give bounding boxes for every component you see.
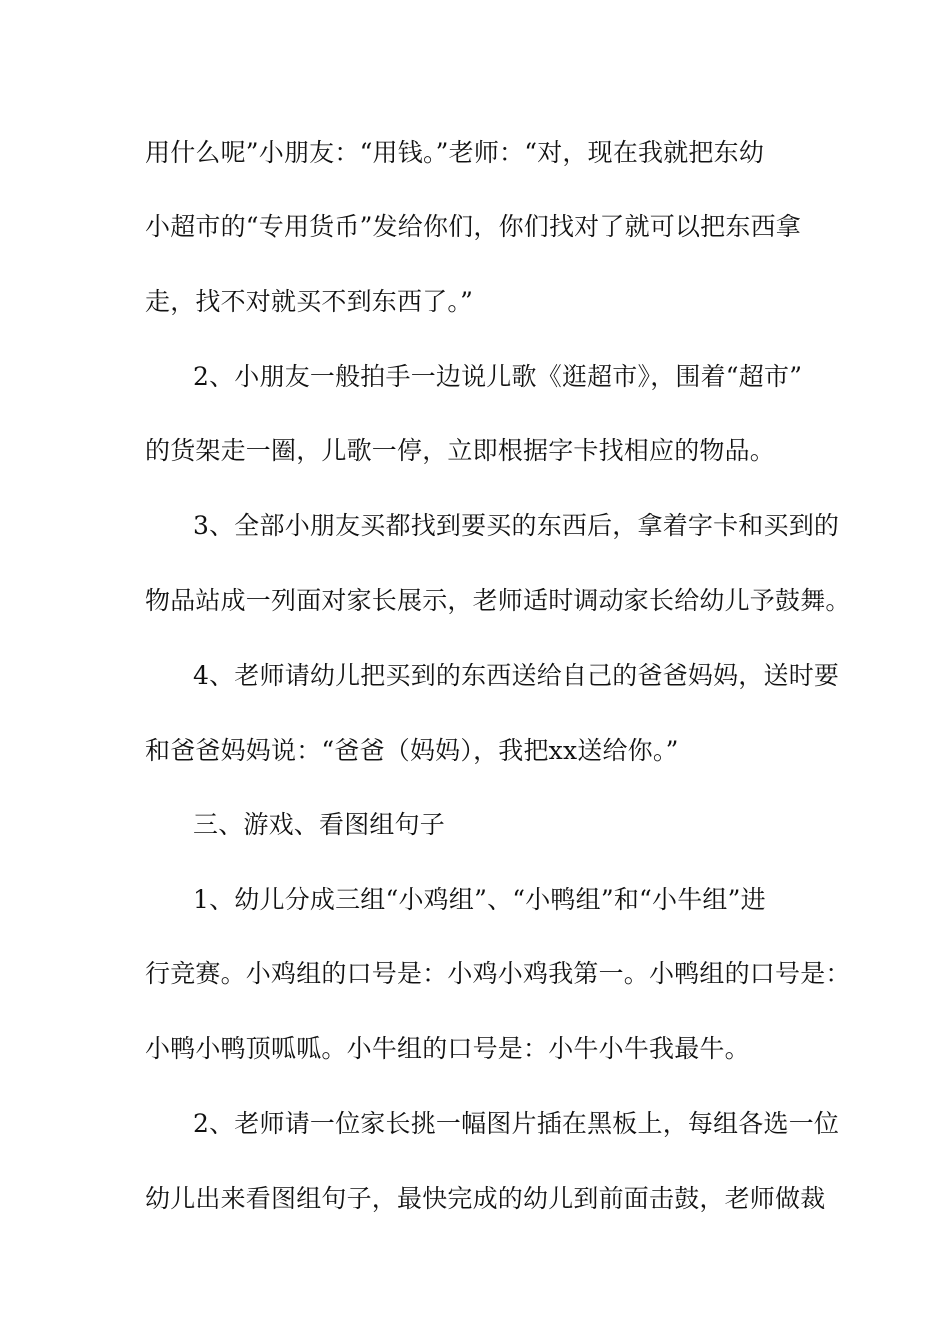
text-line-5: 的货架走一圈，儿歌一停，立即根据字卡找相应的物品。 — [145, 436, 776, 465]
text-line-13: 小鸭小鸭顶呱呱。小牛组的口号是：小牛小牛我最牛。 — [145, 1034, 750, 1063]
text-line-2: 小超市的“专用货币”发给你们，你们找对了就可以把东西拿 — [145, 212, 801, 241]
text-line-14: 2、老师请一位家长挑一幅图片插在黑板上，每组各选一位 — [193, 1109, 840, 1138]
text-line-11: 1、幼儿分成三组“小鸡组”、“小鸭组”和“小牛组”进 — [193, 885, 766, 914]
text-line-8: 4、老师请幼儿把买到的东西送给自己的爸爸妈妈，送时要 — [193, 661, 840, 690]
text-line-7: 物品站成一列面对家长展示，老师适时调动家长给幼儿予鼓舞。 — [145, 586, 851, 615]
section-heading: 三、游戏、看图组句子 — [193, 810, 446, 839]
text-line-1: 用什么呢”小朋友：“用钱。”老师：“对，现在我就把东幼 — [145, 138, 765, 167]
text-line-12: 行竞赛。小鸡组的口号是：小鸡小鸡我第一。小鸭组的口号是： — [145, 959, 851, 988]
text-line-15: 幼儿出来看图组句子，最快完成的幼儿到前面击鼓，老师做裁 — [145, 1184, 826, 1213]
text-line-6: 3、全部小朋友买都找到要买的东西后，拿着字卡和买到的 — [193, 511, 840, 540]
text-line-3: 走，找不对就买不到东西了。” — [145, 287, 474, 316]
text-line-4: 2、小朋友一般拍手一边说儿歌《逛超市》，围着“超市” — [193, 362, 803, 391]
text-line-9: 和爸爸妈妈说：“爸爸（妈妈），我把xx送给你。” — [145, 736, 679, 765]
